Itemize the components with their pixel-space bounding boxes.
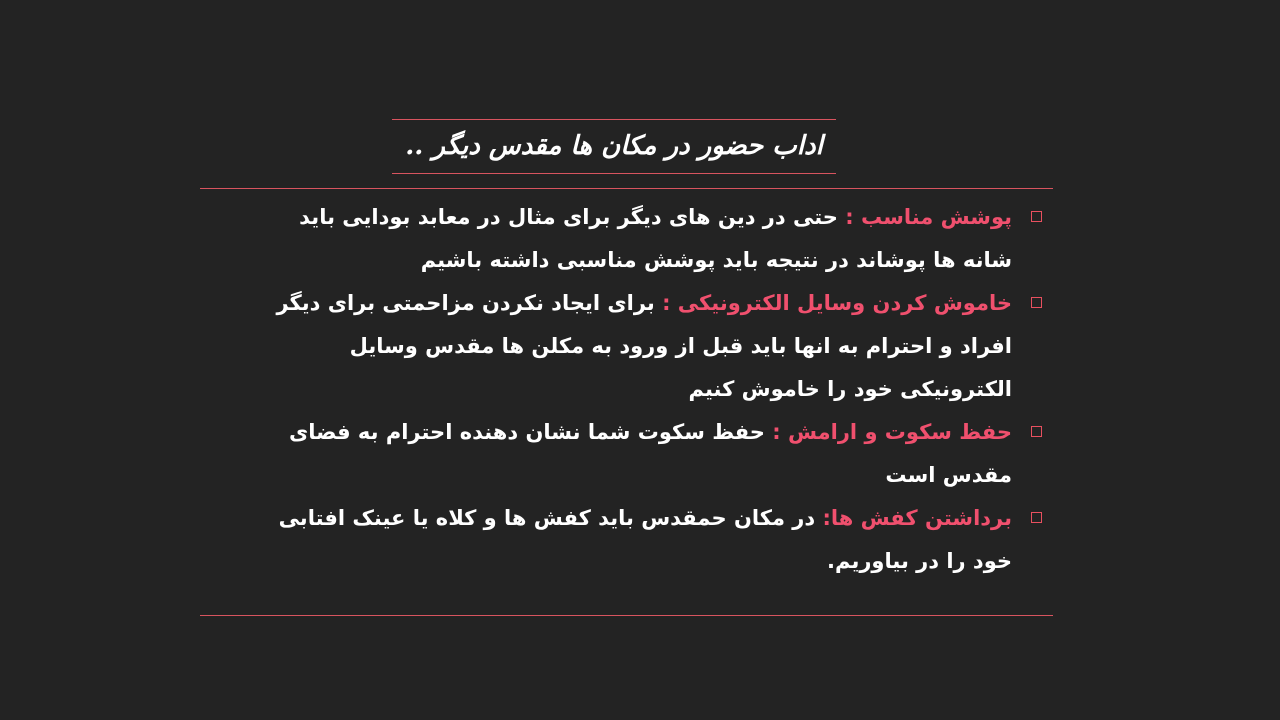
item-text: حتی در دین های دیگر برای مثال در معابد بودایی باید: [299, 205, 838, 229]
list-item: [210, 196, 1042, 282]
item-line: شانه ها پوشاند در نتیجه باید پوشش مناسبی داشته باشیم: [420, 248, 1012, 272]
item-body: [210, 196, 1012, 282]
bullet-list: [210, 196, 1042, 583]
item-line: افراد و احترام به انها باید قبل از ورود به مکلن ها مقدس وسایل: [349, 334, 1012, 358]
item-body: [210, 282, 1012, 411]
item-text: در مکان حمقدس باید کفش ها و کلاه یا عینک افتابی: [278, 506, 816, 530]
content-bottom-rule: [200, 615, 1053, 616]
square-bullet-icon: [1031, 297, 1042, 308]
item-line: الکترونیکی خود را خاموش کنیم: [688, 377, 1012, 401]
item-line: [210, 411, 1012, 454]
title-top-line: [392, 119, 836, 120]
square-bullet-icon: [1031, 211, 1042, 222]
slide-title: اداب حضور در مکان ها مقدس دیگر ..: [405, 131, 823, 161]
item-term: خاموش کردن وسایل الکترونیکی :: [662, 291, 1012, 315]
item-text: برای ایجاد نکردن مزاحمتی برای دیگر: [276, 291, 655, 315]
item-line: [210, 196, 1012, 239]
list-item: [210, 497, 1042, 583]
title-bottom-line: [392, 173, 836, 174]
item-term: برداشتن کفش ها:: [822, 506, 1012, 530]
title-block: [392, 119, 836, 174]
item-line: [210, 282, 1012, 325]
square-bullet-icon: [1031, 512, 1042, 523]
list-item: [210, 411, 1042, 497]
list-item: [210, 282, 1042, 411]
item-term: حفظ سکوت و ارامش :: [772, 420, 1012, 444]
item-line: خود را در بیاوریم.: [827, 549, 1012, 573]
square-bullet-icon: [1031, 426, 1042, 437]
item-text: حفظ سکوت شما نشان دهنده احترام به فضای: [289, 420, 765, 444]
item-body: [210, 497, 1012, 583]
item-line: مقدس است: [885, 463, 1012, 487]
item-body: [210, 411, 1012, 497]
item-line: [210, 497, 1012, 540]
content-top-rule: [200, 188, 1053, 189]
item-term: پوشش مناسب :: [845, 205, 1012, 229]
